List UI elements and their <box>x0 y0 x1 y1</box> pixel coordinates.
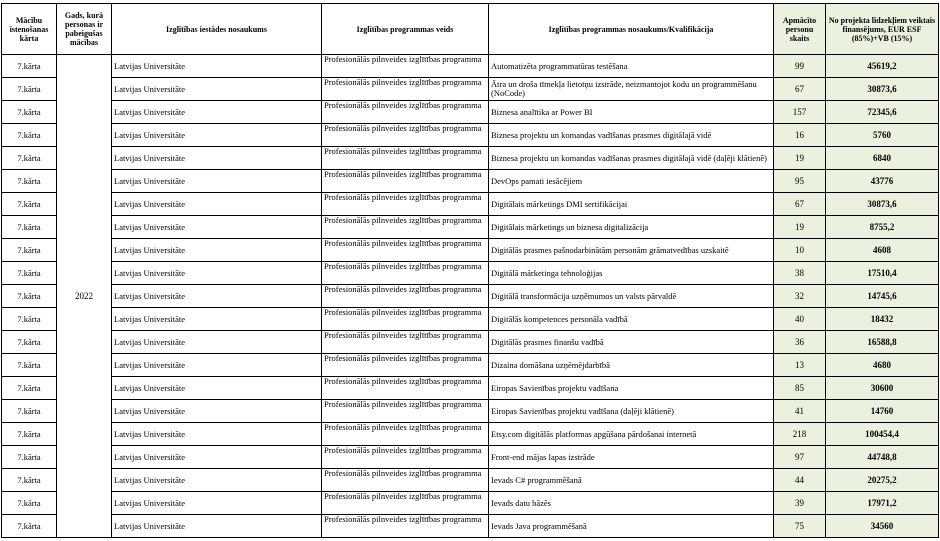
cell-institution: Latvijas Universitāte <box>112 147 322 170</box>
training-table <box>1 3 939 538</box>
cell-program-type: Profesionālās pilnveides izglītības programma <box>322 193 489 216</box>
cell-program-name: Dizaina domāšana uzņēmējdarbībā <box>489 354 774 377</box>
header-program-type: Izglītības programmas veids <box>322 4 489 55</box>
cell-program-name: Biznesa projektu un komandas vadīšanas prasmes digitālajā vidē (daļēji klātienē) <box>489 147 774 170</box>
cell-count: 19 <box>774 147 826 170</box>
header-count: Apmācīto personu skaits <box>774 4 826 55</box>
cell-financing: 18432 <box>826 308 939 331</box>
cell-count: 44 <box>774 469 826 492</box>
cell-karta: 7.kārta <box>2 515 57 538</box>
cell-program-name: Digitālā mārketinga tehnoloģijas <box>489 262 774 285</box>
cell-institution: Latvijas Universitāte <box>112 78 322 101</box>
table-row <box>2 78 939 101</box>
cell-program-type: Profesionālās pilnveides izglītības programma <box>322 423 489 446</box>
cell-financing: 45619,2 <box>826 55 939 78</box>
table-row <box>2 331 939 354</box>
cell-program-type: Profesionālās pilnveides izglītības programma <box>322 55 489 78</box>
cell-institution: Latvijas Universitāte <box>112 262 322 285</box>
cell-financing: 34560 <box>826 515 939 538</box>
cell-karta: 7.kārta <box>2 262 57 285</box>
cell-karta: 7.kārta <box>2 55 57 78</box>
cell-program-name: Digitālās prasmes finanšu vadībā <box>489 331 774 354</box>
cell-program-name: DevOps pamati iesācējiem <box>489 170 774 193</box>
cell-financing: 17510,4 <box>826 262 939 285</box>
cell-program-name: Front-end mājas lapas izstrāde <box>489 446 774 469</box>
table-row <box>2 170 939 193</box>
table-row <box>2 101 939 124</box>
cell-count: 36 <box>774 331 826 354</box>
cell-count: 99 <box>774 55 826 78</box>
cell-institution: Latvijas Universitāte <box>112 400 322 423</box>
cell-institution: Latvijas Universitāte <box>112 101 322 124</box>
cell-institution: Latvijas Universitāte <box>112 193 322 216</box>
table-row <box>2 469 939 492</box>
cell-institution: Latvijas Universitāte <box>112 423 322 446</box>
cell-karta: 7.kārta <box>2 423 57 446</box>
cell-karta: 7.kārta <box>2 377 57 400</box>
cell-institution: Latvijas Universitāte <box>112 285 322 308</box>
cell-financing: 100454,4 <box>826 423 939 446</box>
cell-institution: Latvijas Universitāte <box>112 55 322 78</box>
cell-count: 67 <box>774 193 826 216</box>
cell-institution: Latvijas Universitāte <box>112 354 322 377</box>
cell-institution: Latvijas Universitāte <box>112 446 322 469</box>
cell-karta: 7.kārta <box>2 101 57 124</box>
table-row <box>2 308 939 331</box>
table-row <box>2 285 939 308</box>
cell-financing: 30600 <box>826 377 939 400</box>
cell-institution: Latvijas Universitāte <box>112 377 322 400</box>
cell-program-type: Profesionālās pilnveides izglītības programma <box>322 308 489 331</box>
cell-program-type: Profesionālās pilnveides izglītības programma <box>322 124 489 147</box>
cell-financing: 14745,6 <box>826 285 939 308</box>
table-row <box>2 515 939 538</box>
table-row <box>2 55 939 78</box>
cell-institution: Latvijas Universitāte <box>112 308 322 331</box>
cell-program-type: Profesionālās pilnveides izglītības programma <box>322 147 489 170</box>
cell-count: 19 <box>774 216 826 239</box>
table-row <box>2 377 939 400</box>
cell-financing: 43776 <box>826 170 939 193</box>
cell-financing: 14760 <box>826 400 939 423</box>
cell-financing: 44748,8 <box>826 446 939 469</box>
cell-institution: Latvijas Universitāte <box>112 124 322 147</box>
cell-program-name: Ievads datu bāzēs <box>489 492 774 515</box>
table-row <box>2 354 939 377</box>
cell-count: 40 <box>774 308 826 331</box>
cell-program-type: Profesionālās pilnveides izglītības programma <box>322 400 489 423</box>
cell-karta: 7.kārta <box>2 147 57 170</box>
cell-count: 38 <box>774 262 826 285</box>
cell-karta: 7.kārta <box>2 492 57 515</box>
table-row <box>2 193 939 216</box>
cell-program-type: Profesionālās pilnveides izglītības programma <box>322 170 489 193</box>
cell-program-type: Profesionālās pilnveides izglītības programma <box>322 331 489 354</box>
table-row <box>2 423 939 446</box>
cell-count: 85 <box>774 377 826 400</box>
cell-financing: 4608 <box>826 239 939 262</box>
cell-program-name: Ievads Java programmēšanā <box>489 515 774 538</box>
cell-financing: 17971,2 <box>826 492 939 515</box>
header-program-name: Izglītības programmas nosaukums/Kvalifikācija <box>489 4 774 55</box>
header-row <box>2 4 939 55</box>
cell-count: 218 <box>774 423 826 446</box>
cell-program-name: Eiropas Savienības projektu vadīšana (daļēji klātienē) <box>489 400 774 423</box>
cell-karta: 7.kārta <box>2 331 57 354</box>
cell-program-type: Profesionālās pilnveides izglītības programma <box>322 515 489 538</box>
cell-karta: 7.kārta <box>2 193 57 216</box>
cell-program-name: Eiropas Savienības projektu vadīšana <box>489 377 774 400</box>
cell-karta: 7.kārta <box>2 78 57 101</box>
cell-karta: 7.kārta <box>2 308 57 331</box>
cell-program-name: Biznesa projektu un komandas vadīšanas prasmes digitālajā vidē <box>489 124 774 147</box>
cell-program-name: Digitālais mārketings un biznesa digitalizācija <box>489 216 774 239</box>
cell-program-name: Digitālās prasmes pašnodarbinātām personām grāmatvedības uzskaitē <box>489 239 774 262</box>
cell-program-type: Profesionālās pilnveides izglītības programma <box>322 469 489 492</box>
cell-program-type: Profesionālās pilnveides izglītības programma <box>322 285 489 308</box>
header-institution: Izglītības iestādes nosaukums <box>112 4 322 55</box>
cell-program-type: Profesionālās pilnveides izglītības programma <box>322 262 489 285</box>
cell-financing: 16588,8 <box>826 331 939 354</box>
cell-year: 2022 <box>57 55 112 538</box>
table-row <box>2 492 939 515</box>
cell-program-name: Biznesa analītika ar Power BI <box>489 101 774 124</box>
cell-financing: 30873,6 <box>826 78 939 101</box>
header-year: Gads, kurā personas ir pabeigušas mācības <box>57 4 112 55</box>
cell-program-type: Profesionālās pilnveides izglītības programma <box>322 216 489 239</box>
cell-financing: 20275,2 <box>826 469 939 492</box>
cell-institution: Latvijas Universitāte <box>112 216 322 239</box>
cell-count: 10 <box>774 239 826 262</box>
cell-program-name: Ātra un droša tīmekļa lietotņu izstrāde, neizmantojot kodu un programmēšanu (NoCode) <box>489 78 774 101</box>
cell-program-type: Profesionālās pilnveides izglītības programma <box>322 492 489 515</box>
cell-financing: 72345,6 <box>826 101 939 124</box>
cell-karta: 7.kārta <box>2 469 57 492</box>
cell-karta: 7.kārta <box>2 216 57 239</box>
header-financing: No projekta līdzekļiem veiktais finansējums, EUR ESF (85%)+VB (15%) <box>826 4 939 55</box>
cell-count: 32 <box>774 285 826 308</box>
cell-karta: 7.kārta <box>2 400 57 423</box>
cell-program-type: Profesionālās pilnveides izglītības programma <box>322 354 489 377</box>
header-karta: Mācību īstenošanas kārta <box>2 4 57 55</box>
cell-institution: Latvijas Universitāte <box>112 492 322 515</box>
cell-program-type: Profesionālās pilnveides izglītības programma <box>322 78 489 101</box>
cell-program-name: Ievads C# programmēšanā <box>489 469 774 492</box>
table-row <box>2 262 939 285</box>
cell-program-name: Automatizēta programmatūras testēšana <box>489 55 774 78</box>
cell-count: 97 <box>774 446 826 469</box>
table-row <box>2 239 939 262</box>
cell-financing: 6840 <box>826 147 939 170</box>
cell-financing: 5760 <box>826 124 939 147</box>
cell-program-type: Profesionālās pilnveides izglītības programma <box>322 239 489 262</box>
cell-karta: 7.kārta <box>2 285 57 308</box>
cell-count: 16 <box>774 124 826 147</box>
cell-program-name: Digitālās kompetences personāla vadībā <box>489 308 774 331</box>
cell-institution: Latvijas Universitāte <box>112 469 322 492</box>
table-row <box>2 147 939 170</box>
cell-program-name: Digitālā transformācija uzņēmumos un valsts pārvaldē <box>489 285 774 308</box>
cell-institution: Latvijas Universitāte <box>112 515 322 538</box>
cell-institution: Latvijas Universitāte <box>112 239 322 262</box>
table-row <box>2 446 939 469</box>
cell-program-type: Profesionālās pilnveides izglītības programma <box>322 446 489 469</box>
cell-count: 13 <box>774 354 826 377</box>
cell-institution: Latvijas Universitāte <box>112 170 322 193</box>
cell-count: 39 <box>774 492 826 515</box>
cell-financing: 8755,2 <box>826 216 939 239</box>
cell-karta: 7.kārta <box>2 124 57 147</box>
cell-financing: 4680 <box>826 354 939 377</box>
table-row <box>2 216 939 239</box>
cell-karta: 7.kārta <box>2 170 57 193</box>
cell-count: 95 <box>774 170 826 193</box>
cell-program-type: Profesionālās pilnveides izglītības programma <box>322 101 489 124</box>
cell-karta: 7.kārta <box>2 446 57 469</box>
cell-count: 41 <box>774 400 826 423</box>
cell-institution: Latvijas Universitāte <box>112 331 322 354</box>
table-body <box>2 55 939 538</box>
table-row <box>2 124 939 147</box>
cell-karta: 7.kārta <box>2 354 57 377</box>
cell-program-type: Profesionālās pilnveides izglītības programma <box>322 377 489 400</box>
cell-financing: 30873,6 <box>826 193 939 216</box>
cell-count: 157 <box>774 101 826 124</box>
cell-program-name: Digitālais mārketings DMI sertifikācijai <box>489 193 774 216</box>
cell-count: 67 <box>774 78 826 101</box>
cell-karta: 7.kārta <box>2 239 57 262</box>
table-row <box>2 400 939 423</box>
cell-count: 75 <box>774 515 826 538</box>
cell-program-name: Etsy.com digitālās platformas apgūšana pārdošanai internetā <box>489 423 774 446</box>
